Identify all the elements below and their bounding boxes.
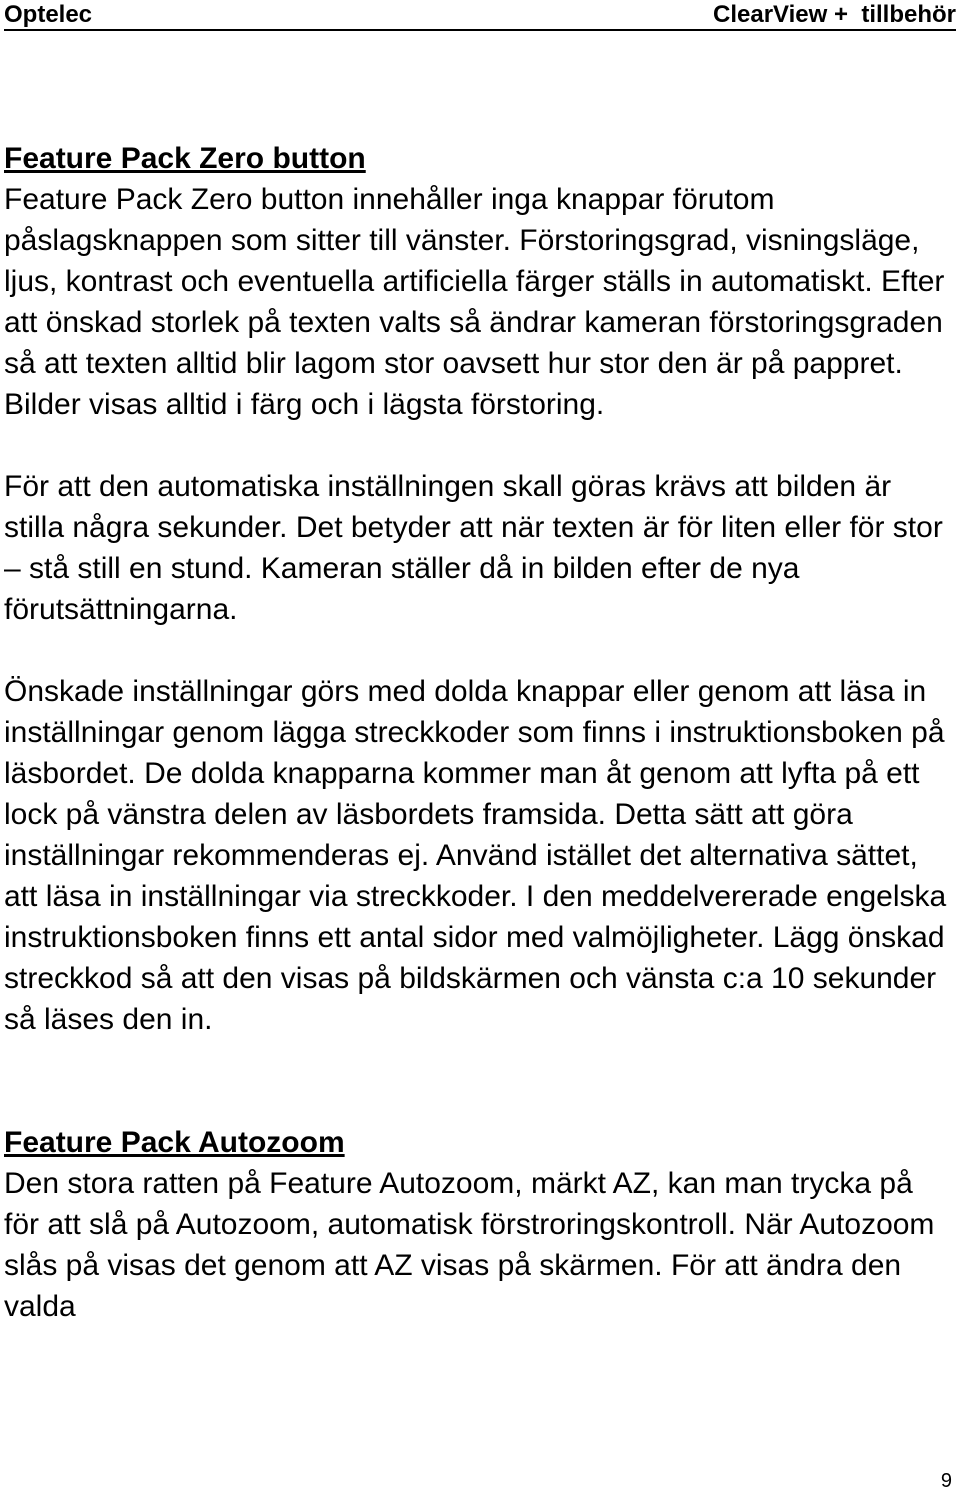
section-heading-zero-button: Feature Pack Zero button [4,142,366,175]
section-heading-autozoom: Feature Pack Autozoom [4,1126,345,1159]
paragraph-autozoom: Den stora ratten på Feature Autozoom, märkt AZ, kan man trycka på för att slå på Autozoom, automatisk förstroringskontroll. När Autozoom slås på visas det genom att AZ visas på skärmen. För att ändra den valda [4,1167,935,1323]
paragraph-zero-auto: För att den automatiska inställningen skall göras krävs att bilden är stilla några sekunder. Det betyder att när texten är för liten eller för stor – stå still en stund. Kameran ställer då in bilden efter de nya förutsättningarna. [4,470,943,626]
section-spacer [4,1040,952,1122]
header-product: ClearView + tillbehör [713,1,956,28]
page-number: 9 [940,1470,952,1492]
header-company: Optelec [4,1,93,28]
paragraph-spacer [4,425,952,466]
paragraph-spacer [4,630,952,671]
page-header [4,0,956,31]
page-content [4,138,952,1327]
paragraph-zero-intro: Feature Pack Zero button innehåller inga knappar förutom påslagsknappen som sitter till vänster. Förstoringsgrad, visningsläge, ljus, kontrast och eventuella artificiella färger ställs in automatiskt. Efter att önskad storlek på texten valts så ändrar kameran förstoringsgraden så att texten alltid blir lagom stor oavsett hur stor den är på pappret. Bilder visas alltid i färg och i lägsta förstoring. [4,183,945,421]
paragraph-zero-settings: Önskade inställningar görs med dolda knappar eller genom att läsa in inställningar genom lägga streckkoder som finns i instruktionsboken på läsbordet. De dolda knapparna kommer man åt genom att lyfta på ett lock på vänstra delen av läsbordets framsida. Detta sätt att göra inställningar rekommenderas ej. Använd istället det alternativa sättet, att läsa in inställningar via streckkoder. I den meddelvererade engelska instruktionsboken finns ett antal sidor med valmöjligheter. Lägg önskad streckkod så att den visas på bildskärmen och vänsta c:a 10 sekunder så läses den in. [4,675,947,1036]
